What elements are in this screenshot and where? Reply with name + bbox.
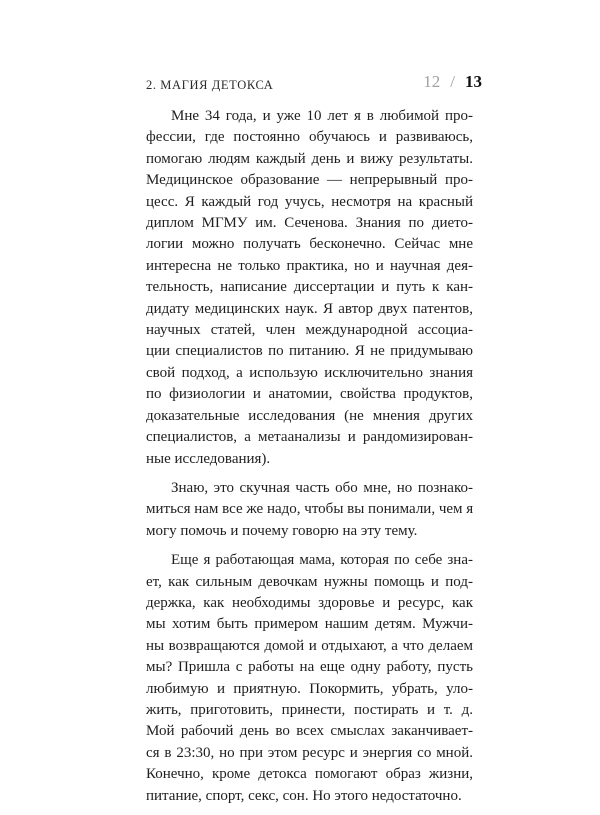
text-line: цесс. Я каждый год учусь, несмотря на красный	[146, 193, 473, 210]
text-line: специалистов, а метаанализы и рандомизирован-	[146, 429, 473, 446]
text-line: Знаю, это скучная часть обо мне, но познако-	[171, 479, 473, 496]
text-line: логии можно получать бесконечно. Сейчас мне	[146, 236, 473, 253]
text-line: мы? Пришла с работы на еще одну работу, пусть	[146, 659, 473, 676]
text-line: дидату медицинских наук. Я автор двух патентов,	[146, 300, 473, 317]
text-line: ны возвращаются домой и отдыхают, а что делаем	[146, 637, 473, 654]
page-separator: /	[450, 72, 455, 91]
text-line: свой подход, а использую исключительно знания	[146, 364, 473, 381]
text-line: ет, как сильным девочкам нужны помощь и под-	[146, 573, 473, 590]
text-line: ции специалистов по питанию. Я не придумываю	[146, 343, 473, 360]
text-line: Мой рабочий день во всех смыслах заканчивает-	[146, 723, 473, 740]
text-line: могу помочь и почему говорю на эту тему.	[146, 522, 418, 539]
text-line: Конечно, кроме детокса помогают образ жизни,	[146, 766, 473, 783]
text-line: миться нам все же надо, чтобы вы понимали, чем я	[146, 501, 474, 518]
current-page-number: 13	[465, 72, 482, 91]
paragraph	[146, 550, 473, 807]
page-numbers	[423, 72, 482, 92]
body-text	[146, 106, 473, 815]
text-line: доказательные исследования (не мнения других	[146, 407, 473, 424]
text-line: жить, приготовить, принести, постирать и т. д.	[146, 701, 473, 718]
text-line: ся в 23:30, но при этом ресурс и энергия со мной.	[146, 744, 473, 761]
text-line: фессии, где постоянно обучаюсь и развиваюсь,	[146, 129, 473, 146]
paragraph	[146, 106, 473, 470]
text-line: питание, спорт, секс, сон. Но этого недостаточно.	[146, 787, 462, 804]
text-line: помогаю людям каждый день и вижу результаты.	[146, 150, 473, 167]
text-line: Еще я работающая мама, которая по себе зна-	[171, 552, 473, 569]
text-line: мы хотим быть примером нашим детям. Мужчи-	[146, 616, 473, 633]
text-line: по физиологии и анатомии, свойства продуктов,	[146, 386, 473, 403]
text-line: тельность, написание диссертации и путь к кан-	[146, 279, 473, 296]
text-line: интересна не только практика, но и научная дея-	[146, 257, 473, 274]
text-line: Мне 34 года, и уже 10 лет я в любимой про-	[171, 108, 473, 124]
text-line: Медицинское образование — непрерывный про-	[146, 172, 473, 189]
text-line: любимую и приятную. Покормить, убрать, уло-	[146, 680, 473, 697]
paragraph	[146, 478, 473, 542]
text-line: ные исследования).	[146, 450, 271, 467]
text-line: диплом МГМУ им. Сеченова. Знания по дието-	[146, 215, 473, 232]
text-line: научных статей, член международной ассоциа-	[146, 322, 473, 339]
chapter-title: 2. МАГИЯ ДЕТОКСА	[146, 78, 274, 92]
text-line: держка, как необходимы здоровье и ресурс, как	[146, 594, 473, 611]
previous-page-number: 12	[423, 72, 441, 91]
running-head	[146, 72, 482, 98]
